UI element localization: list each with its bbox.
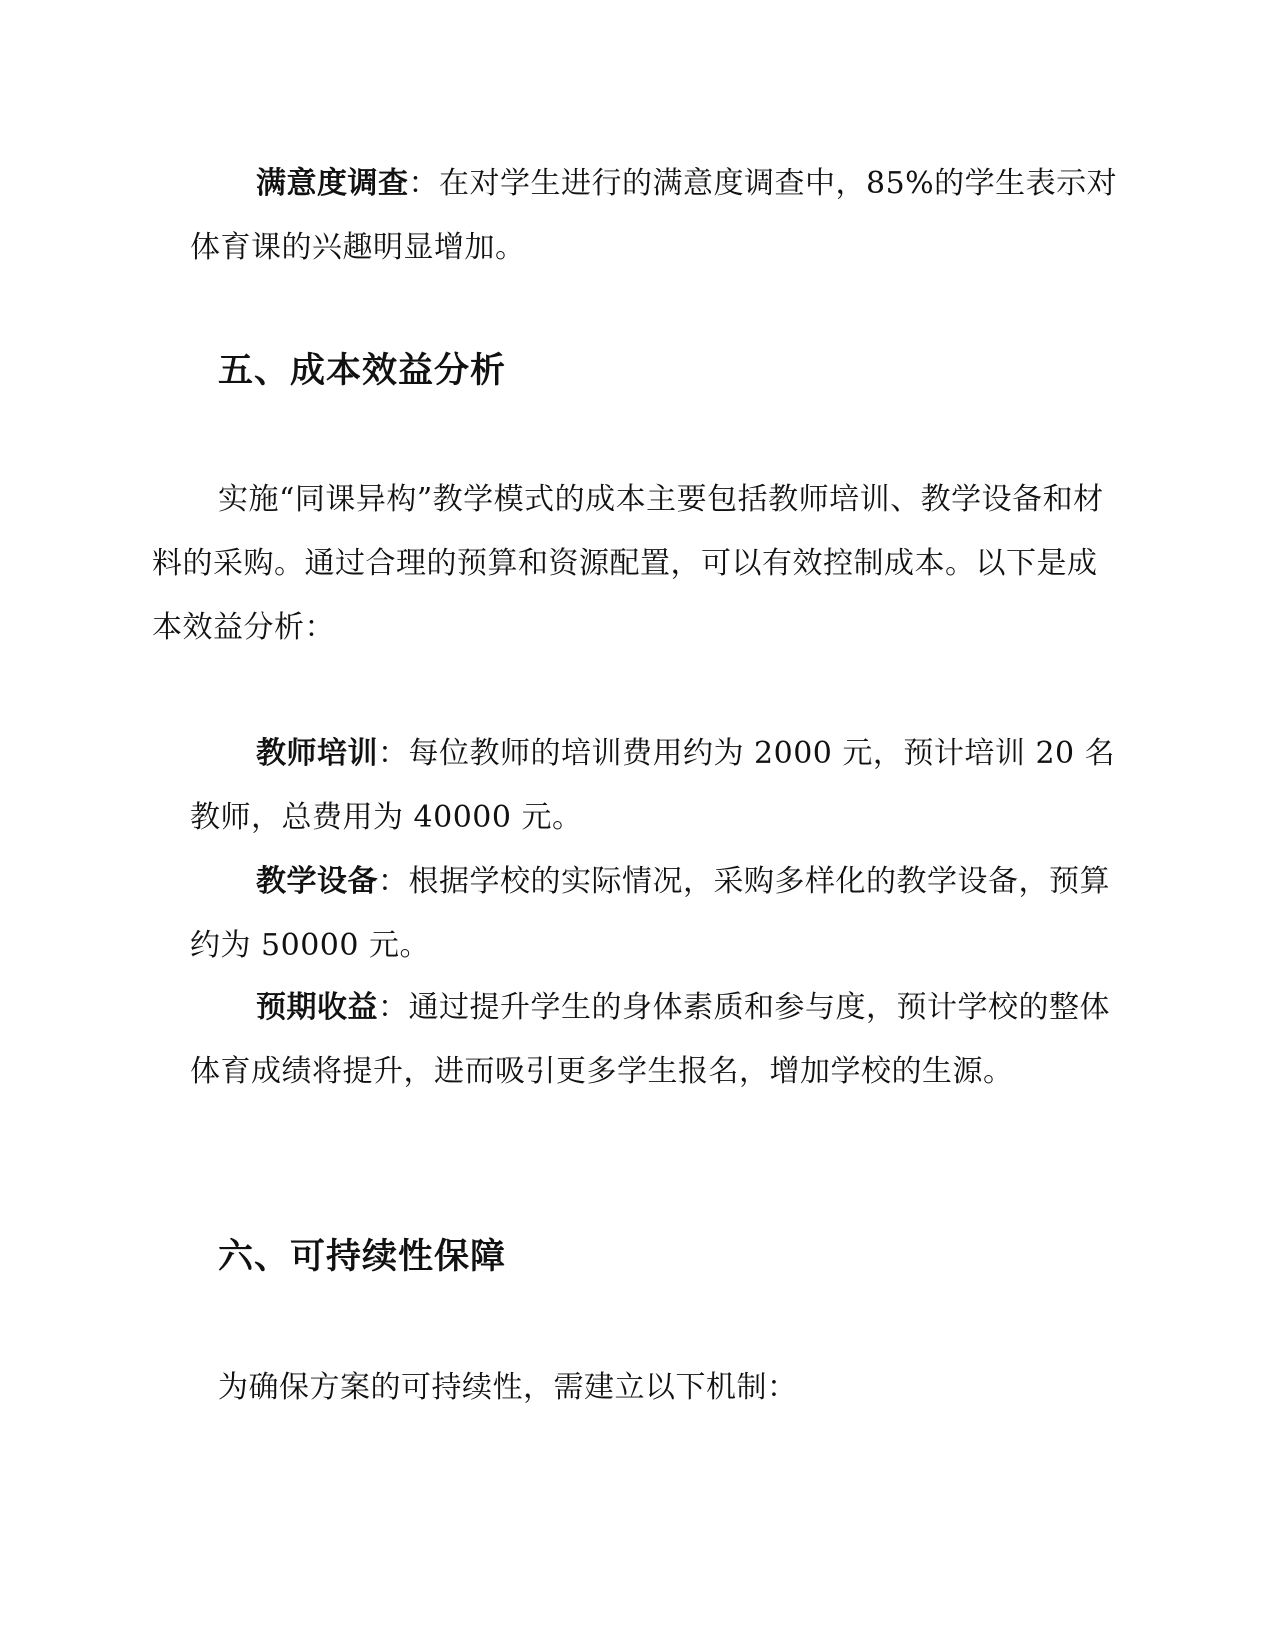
cost-item-term: 教学设备 (256, 864, 378, 899)
satisfaction-survey-text: ：在对学生进行的满意度调查中，85%的学生表示对体育课的兴趣明显增加。 (190, 166, 1118, 265)
section-heading-sustainability: 六、可持续性保障 (218, 1237, 507, 1277)
cost-item-teacher-training (190, 722, 1130, 850)
cost-benefit-intro: 实施“同课异构”教学模式的成本主要包括教师培训、教学设备和材料的采购。通过合理的预算和资源配置，可以有效控制成本。以下是成本效益分析： (152, 482, 1104, 645)
cost-item-text: ：每位教师的培训费用约为 2000 元，预计培训 20 名教师，总费用为 40000 元。 (190, 736, 1116, 835)
satisfaction-survey-paragraph (190, 152, 1130, 280)
cost-item-term: 预期收益 (256, 990, 378, 1025)
cost-item-text: ：根据学校的实际情况，采购多样化的教学设备，预算约为 50000 元。 (190, 864, 1110, 963)
section-heading-cost-benefit: 五、成本效益分析 (218, 351, 507, 391)
cost-item-expected-benefits (190, 976, 1130, 1104)
satisfaction-survey-term: 满意度调查 (256, 166, 409, 201)
cost-item-teaching-equipment (190, 850, 1130, 978)
cost-item-term: 教师培训 (256, 736, 378, 771)
cost-item-text: ：通过提升学生的身体素质和参与度，预计学校的整体体育成绩将提升，进而吸引更多学生报名，增加学校的生源。 (190, 990, 1110, 1089)
sustainability-intro: 为确保方案的可持续性，需建立以下机制： (218, 1370, 798, 1405)
